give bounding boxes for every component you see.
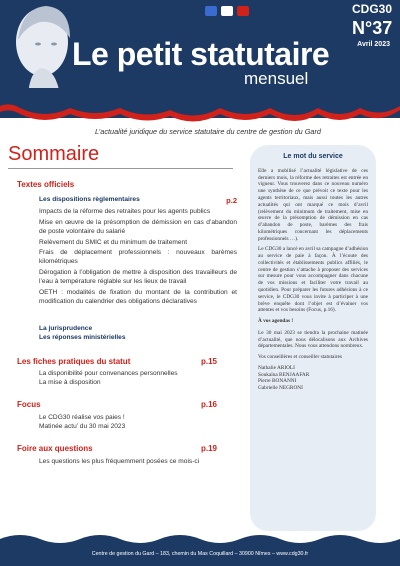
toc-section-textes[interactable] <box>17 180 237 191</box>
signatory-name: Soukaïna BENJAAFAR <box>258 371 310 378</box>
toc-item[interactable]: La mise à disposition <box>39 379 101 387</box>
footer-address: Centre de gestion du Gard – 183, chemin du Mas Coquillard – 30900 Nîmes – www.cdg30.fr <box>91 551 309 557</box>
flag-blue-stripe <box>205 6 217 16</box>
toc-page-number: p.19 <box>200 443 217 453</box>
toc-item[interactable]: Frais de déplacement professionnels : nouveaux barèmes kilométriques <box>39 249 237 266</box>
toc-page-number: p.2 <box>226 195 237 205</box>
newsletter-title: Le petit statutaire <box>72 36 330 72</box>
sidebar-agenda-heading: À vos agendas ! <box>258 318 294 325</box>
tagline: L’actualité juridique du service statutaire du centre de gestion du Gard <box>95 127 321 136</box>
toc-section-title: Focus <box>17 400 41 410</box>
toc-sub-label: Les dispositions règlementaires <box>39 195 140 203</box>
newsletter-subtitle: mensuel <box>244 69 309 88</box>
flag-stripes <box>205 6 249 16</box>
table-of-contents <box>17 180 237 466</box>
signatory-name: Pierre BONANNI <box>258 378 297 385</box>
sidebar-paragraph: Le CDG30 a lancé en avril sa campagne d’adhésion au service de paie à façon. À l’écoute des collectivités et établissements publics affiliés, le centre de gestion s’attache à proposer des services sur mesure pour vous accompagner dans chacune de vos missions et faciliter votre travail au quotidien. Pour préparer les futures adhésions à ce service, le CDG30 vous invite à participer à une brève enquête dont l’objet est d’évaluer vos attentes et vos besoins (Focus, p.16). <box>258 246 369 314</box>
toc-sub-dispositions[interactable] <box>17 196 237 206</box>
marianne-portrait-image <box>8 0 78 95</box>
sidebar-paragraph: Vos conseillères et conseiller statutaires <box>258 354 343 361</box>
toc-item[interactable]: Le CDG30 réalise vos paies ! <box>39 413 125 421</box>
flag-white-stripe <box>221 6 233 16</box>
sidebar-title: Le mot du service <box>283 153 343 160</box>
toc-section-fiches[interactable] <box>17 357 237 368</box>
toc-item[interactable]: OETH : modalités de fixation du montant de la contribution et modification du calendrier des obligations déclaratives <box>39 289 237 305</box>
issue-date: Avril 2023 <box>357 41 390 48</box>
footer-band <box>0 531 400 566</box>
signatory-name: Gabrielle NEGRONI <box>258 385 303 392</box>
toc-item[interactable]: Impacts de la réforme des retraites pour les agents publics <box>39 207 211 215</box>
toc-page-number: p.16 <box>200 400 217 410</box>
sommaire-heading: Sommaire <box>8 143 100 165</box>
sidebar-paragraph: Le 30 mai 2023 se tiendra la prochaine matinée d’actualité, que nous délocalisons aux Archives départementales. Nous vous attendons nombreux. <box>258 329 368 350</box>
toc-item[interactable]: Relèvement du SMIC et du minimum de traitement <box>39 238 188 246</box>
signatory-name: Nathalie ARIOLI <box>258 364 295 371</box>
toc-item[interactable]: Matinée actu’ du 30 mai 2023 <box>39 422 126 430</box>
toc-sub-label: Les réponses ministérielles <box>39 333 126 341</box>
editorial-sidebar <box>250 145 376 531</box>
toc-section-focus[interactable] <box>17 400 237 411</box>
sommaire-divider <box>8 168 233 169</box>
footer-wave-decoration <box>0 531 400 566</box>
toc-section-faq[interactable] <box>17 444 237 455</box>
toc-item[interactable]: Mise en œuvre de la présomption de démission en cas d’abandon de poste volontaire du salarié <box>39 218 237 235</box>
sidebar-signatories <box>258 365 368 392</box>
toc-sub-label: La jurisprudence <box>39 324 93 332</box>
sidebar-paragraph: Elle a mobilisé l’actualité législative de ces derniers mois, la réforme des retraites est entrée en vigueur. Vous trouverez dans ce nouveau numéro une synthèse de ce que prévoit ce texte pour les agents territoriaux, mais aussi toutes les autres actualités qui ont marqué ce mois d’avril (relèvement du minimum de traitement, mise en œuvre de la présomption de démission en cas d’abandon de poste, barèmes des frais kilométriques concernant les déplacements professionnels …). <box>258 167 368 242</box>
toc-section-title: Textes officiels <box>17 180 75 189</box>
issue-number: N°37 <box>352 18 393 38</box>
toc-sub-reponses[interactable] <box>17 334 237 343</box>
toc-item[interactable]: La disponibilité pour convenances personnelles <box>39 370 178 378</box>
toc-section-title: Foire aux questions <box>17 443 93 453</box>
issue-badge <box>352 2 393 48</box>
header-wave-decoration <box>0 88 400 128</box>
toc-page-number: p.15 <box>200 356 217 366</box>
toc-item[interactable]: Dérogation à l’obligation de mettre à disposition des travailleurs de l’eau à température réglable sur les lieux de travail <box>39 269 237 286</box>
toc-sub-jurisprudence[interactable] <box>17 325 237 334</box>
toc-section-title: Les fiches pratiques du statut <box>17 356 131 366</box>
toc-item[interactable]: Les questions les plus fréquemment posées ce mois-ci <box>39 457 200 465</box>
flag-red-stripe <box>237 6 249 16</box>
brand-label: CDG30 <box>352 2 393 16</box>
